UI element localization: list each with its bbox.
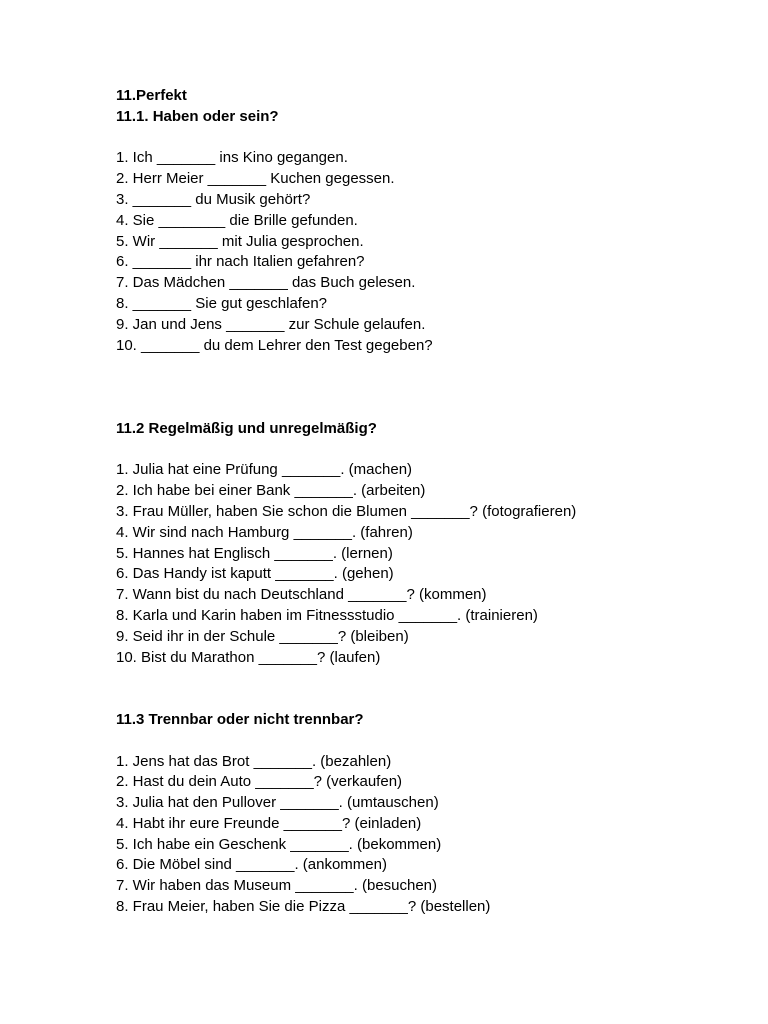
exercise-item: 6. Das Handy ist kaputt _______. (gehen) [116, 565, 394, 583]
exercise-item: 2. Hast du dein Auto _______? (verkaufen) [116, 773, 403, 791]
exercise-item: 7. Das Mädchen _______ das Buch gelesen. [116, 274, 416, 292]
exercise-item: 1. Julia hat eine Prüfung _______. (machen) [116, 461, 413, 479]
exercise-item: 10. Bist du Marathon _______? (laufen) [116, 648, 381, 666]
worksheet-page [116, 86, 736, 918]
exercise-item: 6. _______ ihr nach Italien gefahren? [116, 253, 365, 271]
exercise-item: 2. Ich habe bei einer Bank _______. (arbeiten) [116, 482, 426, 500]
section-3-list [116, 752, 736, 918]
exercise-item: 8. _______ Sie gut geschlafen? [116, 294, 328, 312]
spacer [116, 440, 736, 461]
exercise-item: 10. _______ du dem Lehrer den Test gegeben? [116, 336, 433, 354]
section-1-list [116, 148, 736, 356]
exercise-item: 1. Ich _______ ins Kino gegangen. [116, 149, 348, 167]
exercise-item: 5. Hannes hat Englisch _______. (lernen) [116, 544, 393, 562]
exercise-item: 1. Jens hat das Brot _______. (bezahlen) [116, 752, 392, 770]
exercise-item: 4. Habt ihr eure Freunde _______? (einladen) [116, 814, 422, 832]
exercise-item: 2. Herr Meier _______ Kuchen gegessen. [116, 170, 395, 188]
spacer [116, 356, 736, 418]
exercise-item: 3. Frau Müller, haben Sie schon die Blumen _______? (fotografieren) [116, 502, 577, 520]
exercise-item: 7. Wir haben das Museum _______. (besuchen) [116, 877, 438, 895]
exercise-item: 9. Jan und Jens _______ zur Schule gelaufen. [116, 315, 426, 333]
exercise-item: 5. Wir _______ mit Julia gesprochen. [116, 232, 364, 250]
section-2-heading: 11.2 Regelmäßig und unregelmäßig? [116, 419, 377, 437]
exercise-item: 6. Die Möbel sind _______. (ankommen) [116, 856, 387, 874]
exercise-item: 3. _______ du Musik gehört? [116, 190, 311, 208]
exercise-item: 8. Frau Meier, haben Sie die Pizza _______? (bestellen) [116, 898, 491, 916]
section-2-list [116, 460, 736, 668]
spacer [116, 668, 736, 710]
section-3-heading: 11.3 Trennbar oder nicht trennbar? [116, 710, 364, 728]
exercise-item: 5. Ich habe ein Geschenk _______. (bekommen) [116, 835, 442, 853]
exercise-item: 7. Wann bist du nach Deutschland _______? (kommen) [116, 586, 487, 604]
exercise-item: 4. Sie ________ die Brille gefunden. [116, 211, 358, 229]
exercise-item: 3. Julia hat den Pullover _______. (umtauschen) [116, 794, 439, 812]
exercise-item: 4. Wir sind nach Hamburg _______. (fahren) [116, 523, 413, 541]
section-1-heading: 11.1. Haben oder sein? [116, 107, 279, 125]
document-title: 11.Perfekt [116, 87, 187, 104]
exercise-item: 9. Seid ihr in der Schule _______? (bleiben) [116, 627, 409, 645]
spacer [116, 731, 736, 752]
spacer [116, 128, 736, 149]
exercise-item: 8. Karla und Karin haben im Fitnessstudio _______. (trainieren) [116, 606, 538, 624]
